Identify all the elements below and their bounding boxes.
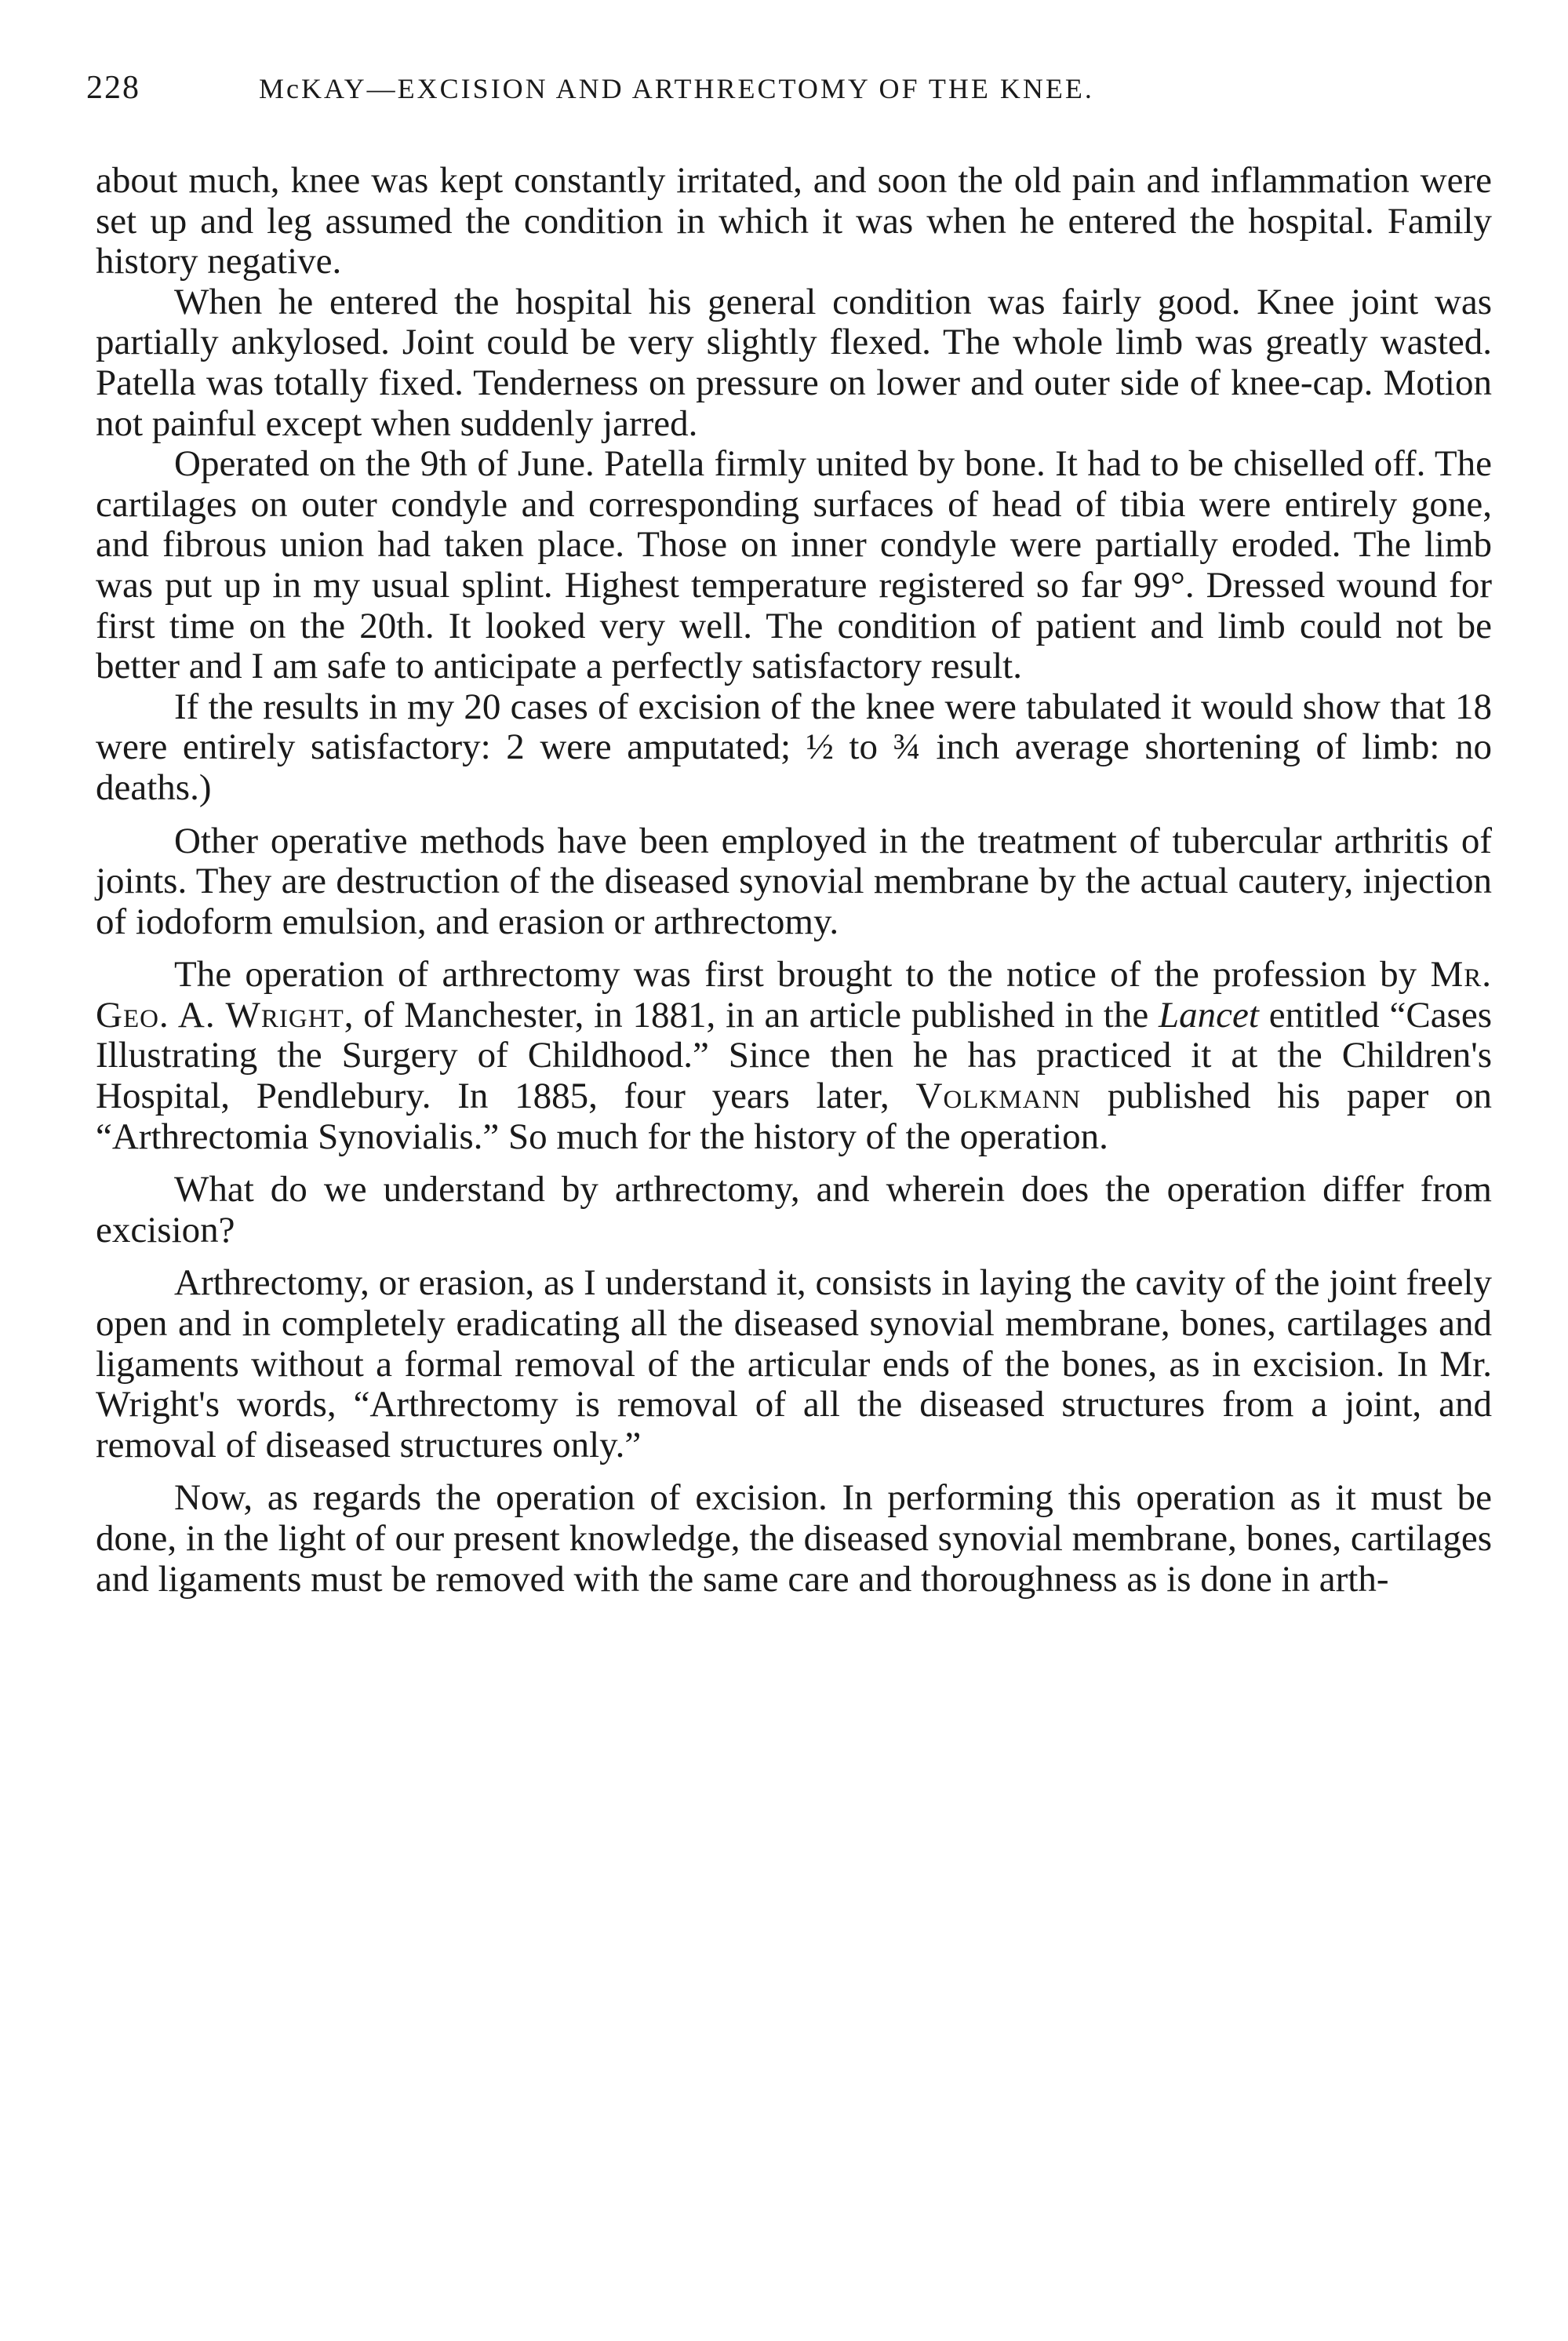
paragraph-arthrectomy-definition: Arthrectomy, or erasion, as I understand it, consists in laying the cavity of the joint freely open and in completely eradicating all the diseased synovial membrane, bones, cartilages and ligaments without a formal removal of the articular ends of the bones, as in excision. In Mr. Wright's words, “Arthrectomy is removal of all the diseased structures from a joint, and removal of diseased structures only.” [96,1262,1492,1465]
paragraph-other-methods: Other operative methods have been employed in the treatment of tubercular arthritis of joints. They are destruction of the diseased synovial membrane by the actual cautery, injection of iodoform emulsion, and erasion or arthrectomy. [96,820,1492,942]
paragraph-excision: Now, as regards the operation of excision. In performing this operation as it must be done, in the light of our present knowledge, the diseased synovial membrane, bones, cartilages and ligaments must be removed with the same care and thoroughness as is done in arth- [96,1477,1492,1600]
paragraph-results-summary: If the results in my 20 cases of excision of the knee were tabulated it would show that 18 were entirely satisfactory: 2 were amputated; ½ to ¾ inch average shortening of limb: no deaths.) [96,686,1492,808]
author-wright: Mr. Geo. A. Wright [96,954,1492,1036]
history-text-1: The operation of arthrectomy was first brought to the notice of the profession by [174,954,1431,996]
history-text-2: , of Manchester, in 1881, in an article published in the [344,994,1159,1036]
author-volkmann: Volkmann [915,1076,1082,1117]
journal-lancet: Lancet [1159,994,1259,1036]
page-number: 228 [86,70,140,106]
body-text [96,161,1492,1600]
paragraph-continuation: about much, knee was kept constantly irritated, and soon the old pain and inflammation were set up and leg assumed the condition in which it was when he entered the hospital. Family history negative. [96,160,1492,282]
running-head [86,69,1498,124]
paragraph-history [96,955,1492,1157]
paragraph-operation-details: Operated on the 9th of June. Patella firmly united by bone. It had to be chiselled off. The cartilages on outer condyle and corresponding surfaces of head of tibia were entirely gone, and fibrous union had taken place. Those on inner condyle were partially eroded. The limb was put up in my usual splint. Highest temperature registered so far 99°. Dressed wound for first time on the 20th. It looked very well. The condition of patient and limb could not be better and I am safe to anticipate a perfectly satisfactory result. [96,443,1492,687]
paragraph-question: What do we understand by arthrectomy, and wherein does the operation differ from excision? [96,1169,1492,1251]
paragraph-general-condition: When he entered the hospital his general condition was fairly good. Knee joint was partially ankylosed. Joint could be very slightly flexed. The whole limb was greatly wasted. Patella was totally fixed. Tenderness on pressure on lower and outer side of knee-cap. Motion not painful except when suddenly jarred. [96,281,1492,444]
history-text-3: entitled “Cases Illustrating the Surgery of Childhood.” Since then he has practiced it at the Children's Hospital, Pendlebury. In 1885, four years later, [96,994,1493,1117]
history-text-4: published his paper on “Arthrectomia Synovialis.” So much for the history of the operation. [96,1076,1492,1157]
running-title: McKAY—EXCISION AND ARTHRECTOMY OF THE KNEE. [259,73,1094,104]
